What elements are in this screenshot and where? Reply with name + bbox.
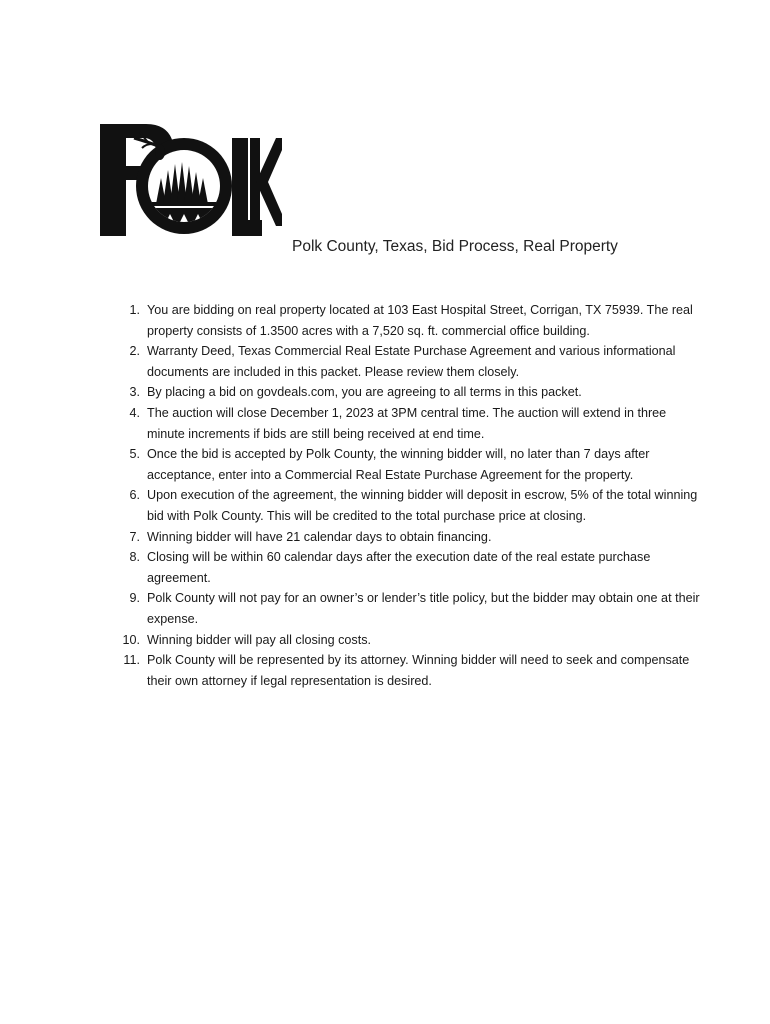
list-item xyxy=(110,547,700,588)
item-number: 6. xyxy=(129,488,140,503)
list-item xyxy=(110,341,700,382)
item-text: Upon execution of the agreement, the winning bidder will deposit in escrow, 5% of the total winning bid with Polk County. This will be credited to the total purchase price at closing. xyxy=(147,488,698,523)
item-number: 1. xyxy=(129,303,140,317)
polk-county-logo xyxy=(100,122,282,238)
list-item xyxy=(110,300,700,341)
bid-terms-list xyxy=(110,300,700,691)
item-text: You are bidding on real property located at 103 East Hospital Street, Corrigan, TX 75939. The real property consists of 1.3500 acres with a 7,520 sq. ft. commercial office building. xyxy=(147,303,693,338)
item-text: Once the bid is accepted by Polk County, the winning bidder will, no later than 7 days after acceptance, enter into a Commercial Real Estate Purchase Agreement for the property. xyxy=(147,447,650,482)
item-number: 11. xyxy=(123,653,140,668)
list-item xyxy=(110,403,700,444)
item-text: The auction will close December 1, 2023 at 3PM central time. The auction will extend in three minute increments if bids are still being received at end time. xyxy=(147,405,667,441)
item-number: 4. xyxy=(129,405,140,420)
item-text: Polk County will be represented by its attorney. Winning bidder will need to seek and compensate their own attorney if legal representation is desired. xyxy=(147,653,690,688)
list-item xyxy=(110,650,700,691)
list-item xyxy=(110,630,700,651)
item-number: 8. xyxy=(129,550,140,565)
item-number: 10. xyxy=(122,632,140,647)
item-number: 7. xyxy=(129,529,140,544)
item-text: Winning bidder will have 21 calendar days to obtain financing. xyxy=(147,529,492,544)
item-number: 2. xyxy=(129,344,140,359)
list-item xyxy=(110,485,700,526)
item-text: Polk County will not pay for an owner’s or lender’s title policy, but the bidder may obtain one at their expense. xyxy=(147,591,700,626)
item-text: By placing a bid on govdeals.com, you are agreeing to all terms in this packet. xyxy=(147,385,582,400)
list-item xyxy=(110,588,700,629)
item-text: Closing will be within 60 calendar days after the execution date of the real estate purchase agreement. xyxy=(147,550,651,585)
item-text: Warranty Deed, Texas Commercial Real Estate Purchase Agreement and various informational documents are included in this packet. Please review them closely. xyxy=(147,344,676,379)
item-number: 5. xyxy=(129,447,140,462)
list-item xyxy=(110,527,700,548)
item-number: 3. xyxy=(129,385,140,400)
list-item xyxy=(110,382,700,403)
document-title: Polk County, Texas, Bid Process, Real Property xyxy=(292,238,618,255)
item-text: Winning bidder will pay all closing costs. xyxy=(147,632,371,647)
polk-logo-graphic xyxy=(100,122,282,238)
item-number: 9. xyxy=(129,591,140,606)
list-item xyxy=(110,444,700,485)
